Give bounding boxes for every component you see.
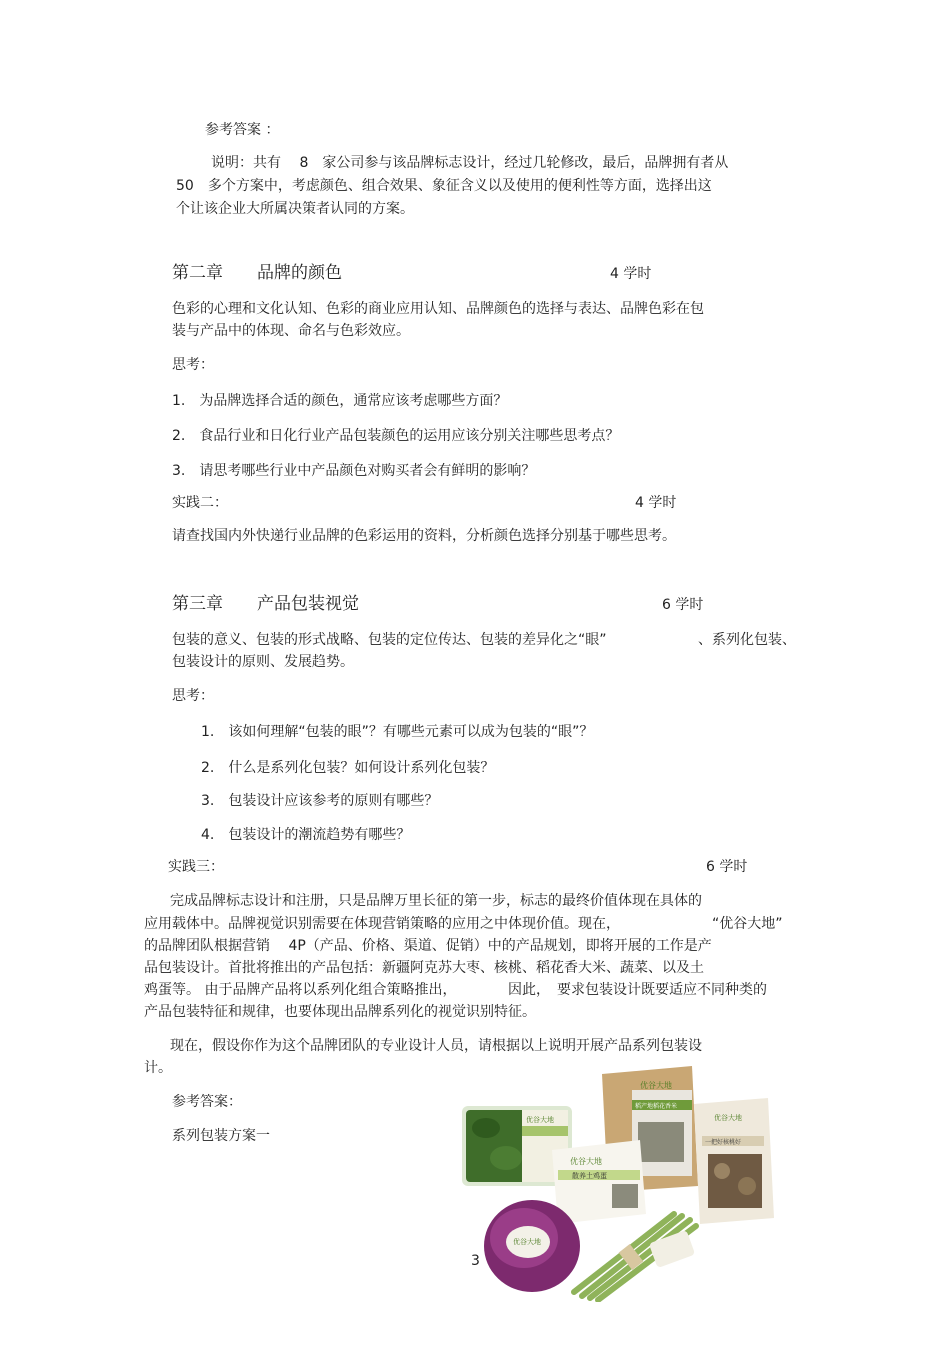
para1-line-4: 品包装设计。首批将推出的产品包括：新疆阿克苏大枣、核桃、稻花香大米、蔬菜、以及土 [144, 960, 704, 976]
chapter3-question-2: 2. 什么是系列化包装？如何设计系列化包装？ [201, 760, 495, 776]
chapter2-question-3: 3. 请思考哪些行业中产品颜色对购买者会有鲜明的影响？ [172, 463, 536, 479]
ref-answer-line-3: 个让该企业大所属决策者认同的方案。 [176, 201, 414, 217]
para1-line-5b: 因此， 要求包装设计既要适应不同种类的 [508, 982, 767, 998]
para2-line-1: 现在，假设你作为这个品牌团队的专业设计人员，请根据以上说明开展产品系列包装设 [170, 1038, 702, 1054]
practice3-label: 实践三： [168, 859, 224, 875]
rice-bag-label: 稻产地稻花香米 [635, 1103, 678, 1110]
chapter3-hours: 6 学时 [662, 597, 704, 613]
walnut-bag-brand: 优谷大地 [714, 1114, 742, 1122]
chapter3-think-label: 思考： [172, 688, 214, 704]
packaging-photo [462, 1066, 812, 1302]
chapter3-title: 第三章 产品包装视觉 [172, 594, 359, 614]
practice2-label: 实践二： [172, 495, 228, 511]
rice-bag-brand: 优谷大地 [640, 1081, 672, 1090]
chapter3-desc-1b: 、系列化包装、 [698, 632, 796, 648]
chapter3-desc-1a: 包装的意义、包装的形式战略、包装的定位传达、包装的差异化之“眼” [172, 632, 607, 648]
chapter3-question-3: 3. 包装设计应该参考的原则有哪些？ [201, 793, 439, 809]
asparagus-bundle [574, 1214, 696, 1300]
chapter2-hours: 4 学时 [610, 266, 652, 282]
practice3-hours: 6 学时 [706, 859, 748, 875]
practice2-hours: 4 学时 [635, 495, 677, 511]
red-cabbage [484, 1200, 580, 1292]
para1-line-2: 应用载体中。品牌视觉识别需要在体现营销策略的应用之中体现价值。现在， [144, 916, 620, 932]
ref-answer-label: 参考答案 ： [205, 122, 280, 138]
egg-box [552, 1140, 646, 1224]
page-number: 3 [471, 1253, 480, 1269]
walnut-bag-label: 一把好核桃好 [705, 1139, 742, 1146]
chapter3-desc-2: 包装设计的原则、发展趋势。 [172, 654, 354, 670]
para1-line-3: 的品牌团队根据营销 4P（产品、价格、渠道、促销）中的产品规划，即将开展的工作是产 [144, 938, 712, 954]
chapter2-question-1: 1. 为品牌选择合适的颜色，通常应该考虑哪些方面？ [172, 393, 508, 409]
scheme-label: 系列包装方案一 [172, 1128, 270, 1144]
para1-line-6: 产品包装特征和规律，也要体现出品牌系列化的视觉识别特征。 [144, 1004, 536, 1020]
chapter2-desc-2: 装与产品中的体现、命名与色彩效应。 [172, 323, 410, 339]
ref-answer-line-2: 50 多个方案中，考虑颜色、组合效果、象征含义以及使用的便利性等方面，选择出这 [176, 178, 712, 194]
chapter3-question-1: 1. 该如何理解“包装的眼”？有哪些元素可以成为包装的“眼”？ [201, 724, 594, 740]
chapter2-desc-1: 色彩的心理和文化认知、色彩的商业应用认知、品牌颜色的选择与表达、品牌色彩在包 [172, 301, 704, 317]
egg-box-label: 散养土鸡蛋 [572, 1172, 607, 1180]
chapter2-question-2: 2. 食品行业和日化行业产品包装颜色的运用应该分别关注哪些思考点？ [172, 428, 620, 444]
chapter3-question-4: 4. 包装设计的潮流趋势有哪些？ [201, 827, 411, 843]
cabbage-label-brand: 优谷大地 [513, 1238, 541, 1246]
chapter2-title: 第二章 品牌的颜色 [172, 263, 342, 283]
para1-line-5a: 鸡蛋等。 由于品牌产品将以系列化组合策略推出， [144, 982, 457, 998]
para1-line-1: 完成品牌标志设计和注册，只是品牌万里长征的第一步，标志的最终价值体现在具体的 [170, 893, 702, 909]
practice2-text: 请查找国内外快递行业品牌的色彩运用的资料，分析颜色选择分别基于哪些思考。 [172, 528, 676, 544]
egg-box-brand: 优谷大地 [570, 1157, 602, 1166]
para2-line-2: 计。 [144, 1060, 172, 1076]
walnut-bag [694, 1098, 774, 1224]
para1-brand: “优谷大地” [712, 916, 783, 932]
ref-answer-line-1: 说明：共有 8 家公司参与该品牌标志设计，经过几轮修改，最后，品牌拥有者从 [211, 155, 729, 171]
ref-answer-2-label: 参考答案： [172, 1094, 242, 1110]
chapter2-think-label: 思考： [172, 357, 214, 373]
vegetable-tray-brand: 优谷大地 [526, 1116, 554, 1124]
